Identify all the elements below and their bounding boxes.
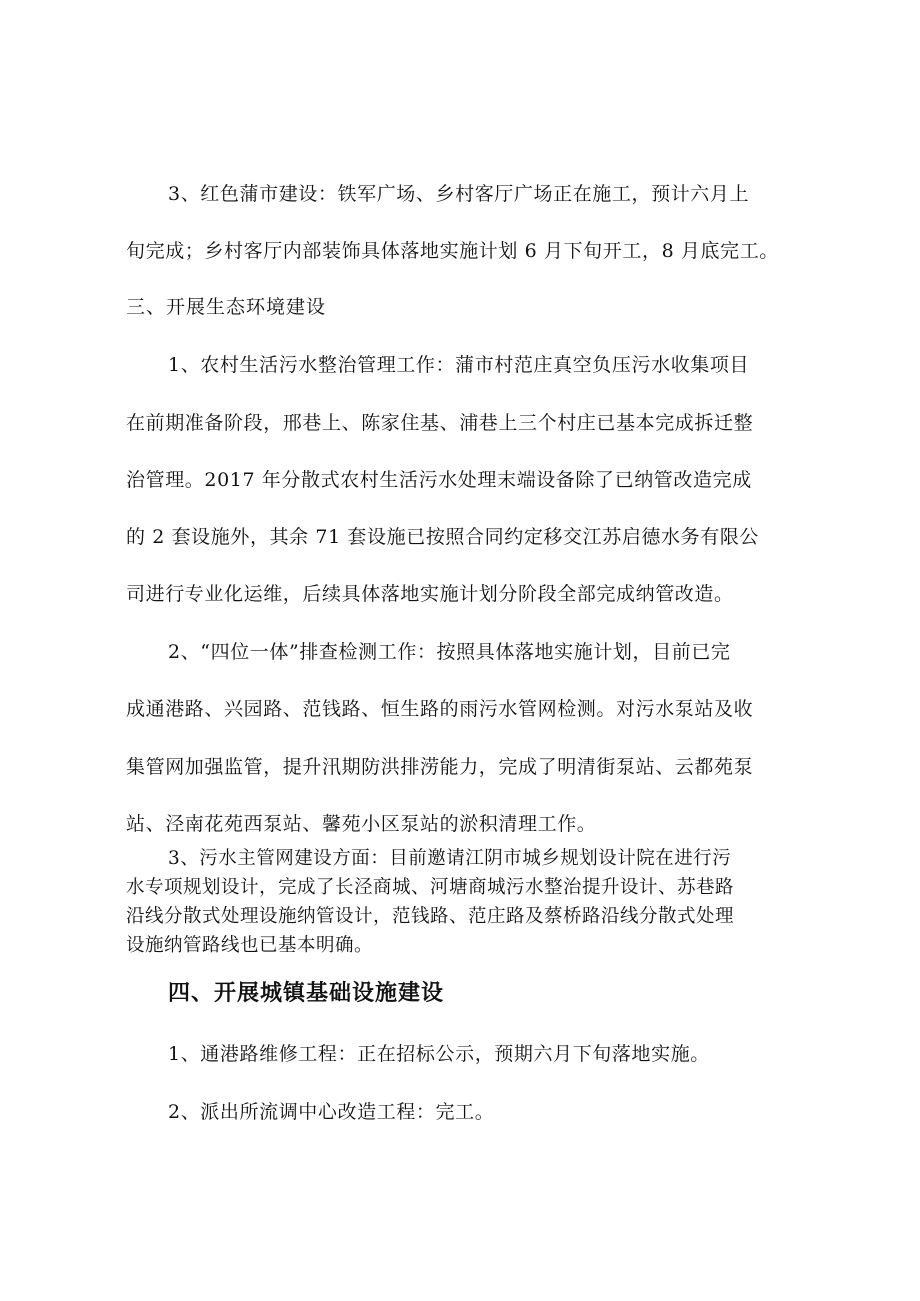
section-3-item-1-line-3: 治管理。2017 年分散式农村生活污水处理末端设备除了已纳管改造完成 bbox=[126, 469, 752, 491]
section-3-item-1-line-2: 在前期准备阶段，邢巷上、陈家住基、浦巷上三个村庄已基本完成拆迁整 bbox=[126, 412, 754, 434]
section-3-item-3-line-2: 水专项规划设计，完成了长泾商城、河塘商城污水整治提升设计、苏巷路 bbox=[126, 877, 735, 898]
section-3-item-2-line-3: 集管网加强监管，提升汛期防洪排涝能力，完成了明清街泵站、云都苑泵 bbox=[126, 756, 754, 778]
section-3-item-3-line-3: 沿线分散式处理设施纳管设计，范钱路、范庄路及蔡桥路沿线分散式处理 bbox=[126, 906, 735, 927]
paragraph-red-market-line-1: 3、红色蒲市建设：铁军广场、乡村客厅广场正在施工，预计六月上 bbox=[168, 183, 750, 205]
section-3-item-3-line-4: 设施纳管路线也已基本明确。 bbox=[126, 935, 374, 956]
section-3-heading: 三、开展生态环境建设 bbox=[126, 296, 327, 318]
section-3-item-3-line-1: 3、污水主管网建设方面：目前邀请江阴市城乡规划设计院在进行污 bbox=[168, 848, 732, 869]
section-4-heading: 四、开展城镇基础设施建设 bbox=[168, 981, 445, 1006]
section-3-item-2-line-1: 2、“四位一体”排查检测工作：按照具体落地实施计划，目前已完 bbox=[168, 641, 731, 663]
section-4-item-2: 2、派出所流调中心改造工程：完工。 bbox=[168, 1101, 495, 1123]
section-3-item-2-line-4: 站、泾南花苑西泵站、馨苑小区泵站的淤积清理工作。 bbox=[126, 813, 597, 835]
section-3-item-2-line-2: 成通港路、兴园路、范钱路、恒生路的雨污水管网检测。对污水泵站及收 bbox=[126, 698, 754, 720]
section-4-item-1: 1、通港路维修工程：正在招标公示，预期六月下旬落地实施。 bbox=[168, 1043, 710, 1065]
paragraph-red-market-line-2: 旬完成；乡村客厅内部装饰具体落地实施计划 6 月下旬开工，8 月底完工。 bbox=[126, 240, 779, 262]
section-3-item-1-line-1: 1、农村生活污水整治管理工作：蒲市村范庄真空负压污水收集项目 bbox=[168, 354, 750, 376]
section-3-item-1-line-4: 的 2 套设施外，其余 71 套设施已按照合同约定移交江苏启德水务有限公 bbox=[126, 526, 760, 548]
section-3-item-1-line-5: 司进行专业化运维，后续具体落地实施计划分阶段全部完成纳管改造。 bbox=[126, 583, 734, 605]
